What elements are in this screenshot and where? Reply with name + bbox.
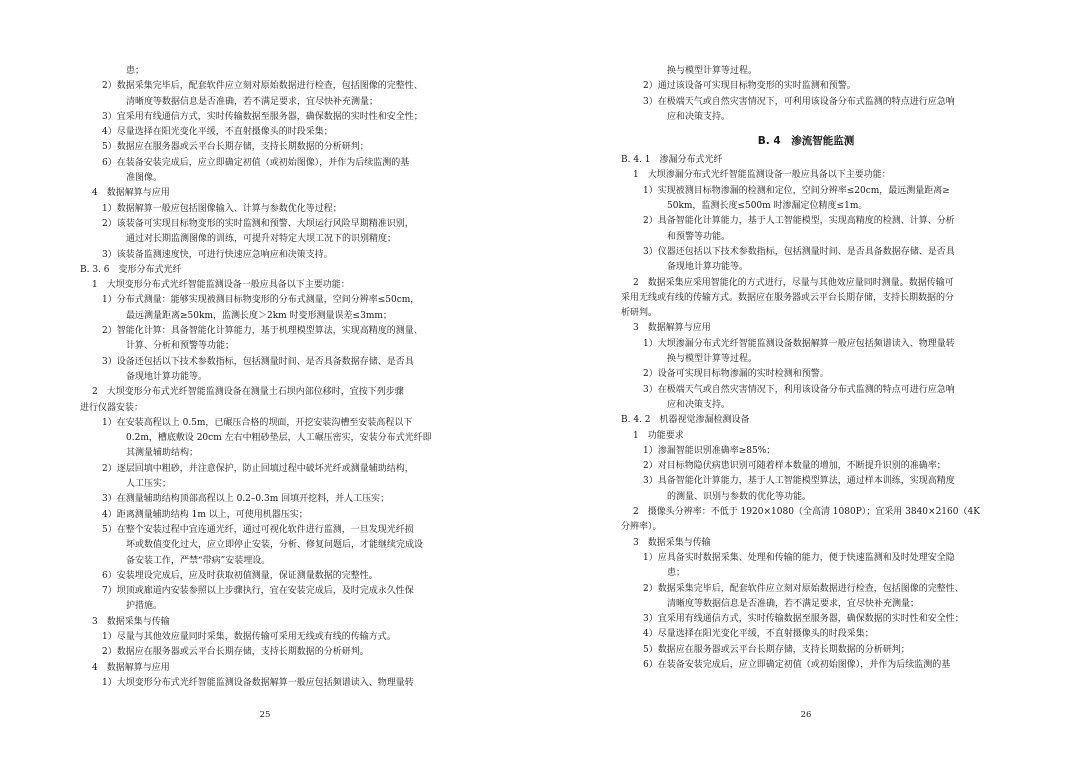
text-line: 3）该装备监测速度快，可进行快速应急响应和决策支持。: [102, 249, 333, 260]
text-line: 2）具备智能化计算能力，基于人工智能模型，实现高精度的检测、计算、分析: [643, 216, 955, 227]
text-line: 3）在极端天气或自然灾害情况下，可利用该设备分布式监测的特点进行应急响: [643, 96, 955, 107]
text-line: 采用无线或有线的传输方式。数据应在服务器或云平台长期存储，支持长期数据的分: [621, 292, 955, 303]
text-line: 应和决策支持。: [667, 399, 731, 410]
text-line: 5）数据应在服务器或云平台长期存储，支持长期数据的分析研判；: [643, 644, 910, 655]
text-line: 清晰度等数据信息是否准确，若不满足要求，宜尽快补充测量；: [126, 96, 379, 107]
text-line: 的测量、识别与参数的优化等功能。: [667, 491, 812, 502]
text-line: 2）数据应在服务器或云平台长期存储，支持长期数据的分析研判。: [102, 647, 369, 658]
right-page-top-lines: [621, 64, 991, 125]
text-line: 2）数据采集完毕后，配套软件应立刻对原始数据进行检查，包括图像的完整性、: [102, 81, 423, 92]
text-line: 2）设备可实现目标物渗漏的实时检测和预警。: [643, 369, 829, 380]
text-line: 2）逐层回填中粗砂，并注意保护，防止回填过程中破坏光纤或测量辅助结构，: [102, 463, 414, 474]
text-line: 0.2m，槽底敷设 20cm 左右中粗砂垫层，人工碾压密实，安装分布式光纤即: [126, 433, 432, 444]
text-line: 坏或数值变化过大，应立即停止安装，分析、修复问题后，才能继续完成设: [126, 540, 424, 551]
text-line: 2）通过该设备可实现目标物变形的实时监测和预警。: [643, 81, 856, 92]
text-line: 1）大坝渗漏分布式光纤智能监测设备数据解算一般应包括频谱读入、物理量转: [643, 338, 955, 349]
text-line: 其测量辅助结构；: [126, 448, 199, 459]
text-line: 人工压实；: [126, 479, 172, 490]
text-line: 1）实现被测目标物渗漏的检测和定位，空间分辨率≤20cm，最远测量距离≥: [643, 185, 950, 196]
text-line: 清晰度等数据信息是否准确，若不满足要求，宜尽快补充测量；: [667, 598, 920, 609]
text-line: 备现地计算功能等。: [126, 371, 208, 382]
text-line: 3）在极端天气或自然灾害情况下，利用该设备分布式监测的特点可进行应急响: [643, 384, 955, 395]
text-line: 2）该装备可实现目标物变形的实时监测和预警、大坝运行风险早期精准识别，: [102, 218, 414, 229]
text-line: 7）坝顶或廊道内安装参照以上步骤执行，宜在安装完成后，及时完成永久性保: [102, 586, 414, 597]
text-line: 准图像。: [126, 173, 163, 184]
text-line: 2）数据采集完毕后，配套软件应立刻对原始数据进行检查，包括图像的完整性、: [643, 583, 964, 594]
page-number-left: 25: [259, 710, 271, 720]
text-line: 2）智能化计算：具备智能化计算能力，基于机理模型算法，实现高精度的测量、: [102, 326, 423, 337]
text-line: 1）大坝变形分布式光纤智能监测设备数据解算一般应包括频谱读入、物理量转: [102, 677, 414, 688]
text-line: 3）具备智能化计算能力，基于人工智能模型算法，通过样本训练，实现高精度: [643, 476, 955, 487]
text-line: 计算、分析和预警等功能；: [126, 341, 235, 352]
text-line: 6）安装埋设完成后，应及时获取初值测量，保证测量数据的完整性。: [102, 570, 378, 581]
text-line: 换与模型计算等过程。: [667, 66, 758, 76]
text-line: 2 数据采集应采用智能化的方式进行，尽量与其他效应量同时测量。数据传输可: [633, 277, 954, 288]
text-line: 2 摄像头分辨率：不低于 1920×1080（全高清 1080P）；宜采用 3840×2160（4K: [633, 507, 980, 518]
text-line: 护措施。: [126, 601, 163, 612]
text-line: 4 数据解算与应用: [92, 662, 170, 673]
text-line: 进行仪器安装：: [80, 402, 144, 413]
text-line: 1）应具备实时数据采集、处理和传输的能力，便于快速监测和及时处理安全隐: [643, 552, 955, 563]
text-line: 2 大坝变形分布式光纤智能监测设备在测量土石坝内部位移时，宜按下列步骤: [92, 387, 404, 398]
text-line: 6）在装备安装完成后，应立即确定初值（或初始图像），并作为后续监测的基: [643, 659, 951, 670]
text-line: 6）在装备安装完成后，应立即确定初值（或初始图像），并作为后续监测的基: [102, 157, 410, 168]
text-line: 3）设备还包括以下技术参数指标，包括测量时间、是否具备数据存储、是否具: [102, 356, 414, 367]
text-line: 1）渗漏智能识别准确率≥85%；: [643, 445, 776, 456]
text-line: 1）分布式测量：能够实现被测目标物变形的分布式测量，空间分辨率≤50cm，: [102, 295, 420, 306]
text-line: 1）尽量与其他效应量同时采集，数据传输可采用无线或有线的传输方式。: [102, 631, 396, 642]
left-page: [80, 64, 450, 691]
text-line: 通过对长期监测图像的训练，可提升对特定大坝工况下的识别精度；: [126, 234, 397, 245]
text-line: 4 数据解算与应用: [92, 188, 170, 199]
text-line: 和预警等功能。: [667, 231, 731, 242]
text-line: 备现地计算功能等。: [667, 262, 749, 273]
text-line: 50km，监测长度≤500m 时渗漏定位精度≤1m。: [667, 201, 868, 212]
text-line: 4）尽量选择在阳光变化平缓，不直射摄像头的时段采集；: [643, 629, 874, 640]
page-number-right: 26: [800, 710, 812, 720]
text-line: 3）在测量辅助结构顶部高程以上 0.2–0.3m 回填开挖料，并人工压实；: [102, 494, 390, 505]
text-line: 1）数据解算一般应包括图像输入、计算与参数优化等过程；: [102, 203, 342, 214]
text-line: 3 数据采集与传输: [92, 616, 170, 627]
text-line: 1 功能要求: [633, 430, 684, 441]
text-line: 最远测量距离≥50km，监测长度＞2km 时变形测量误差≤3mm；: [126, 310, 392, 321]
text-line: 1 大坝渗漏分布式光纤智能监测设备一般应具备以下主要功能：: [633, 170, 891, 181]
section-title: B. 4 渗流智能监测: [757, 135, 855, 148]
text-line: 患；: [667, 568, 686, 579]
text-line: 析研判。: [621, 308, 658, 319]
text-line: 3）仪器还包括以下技术参数指标，包括测量时间、是否具备数据存储、是否具: [643, 246, 955, 257]
text-line: 3）宜采用有线通信方式，实时传输数据至服务器，确保数据的实时性和安全性；: [643, 614, 964, 625]
text-line: 换与模型计算等过程。: [667, 354, 758, 365]
text-line: 2）对目标物隐伏病患识别可随着样本数量的增加，不断提升识别的准确率；: [643, 461, 946, 472]
text-line: 应和决策支持。: [667, 111, 731, 122]
text-line: B. 4. 1 渗漏分布式光纤: [621, 155, 723, 166]
text-line: 患；: [126, 66, 145, 76]
text-line: 3 数据解算与应用: [633, 323, 711, 334]
text-line: 备安装工作，严禁“带病”安装埋设。: [126, 555, 271, 566]
text-line: 4）距离测量辅助结构 1m 以上，可使用机器压实；: [102, 509, 308, 520]
text-line: 5）数据应在服务器或云平台长期存储，支持长期数据的分析研判；: [102, 142, 369, 153]
text-line: 4）尽量选择在阳光变化平缓，不直射摄像头的时段采集；: [102, 127, 333, 138]
right-page-body-lines: [621, 153, 991, 673]
text-line: 1）在安装高程以上 0.5m，已碾压合格的坝面，开挖安装沟槽至安装高程以下: [102, 417, 413, 428]
right-page: [621, 64, 991, 673]
text-line: 3 数据采集与传输: [633, 537, 711, 548]
text-line: 5）在整个安装过程中宜连通光纤，通过可视化软件进行监测，一旦发现光纤损: [102, 524, 414, 535]
text-line: B. 4. 2 机器视觉渗漏检测设备: [621, 415, 750, 426]
text-line: B. 3. 6 变形分布式光纤: [80, 264, 182, 275]
text-line: 1 大坝变形分布式光纤智能监测设备一般应具备以下主要功能：: [92, 280, 350, 291]
text-line: 分辨率）。: [621, 522, 662, 533]
text-line: 3）宜采用有线通信方式，实时传输数据至服务器，确保数据的实时性和安全性；: [102, 111, 423, 122]
